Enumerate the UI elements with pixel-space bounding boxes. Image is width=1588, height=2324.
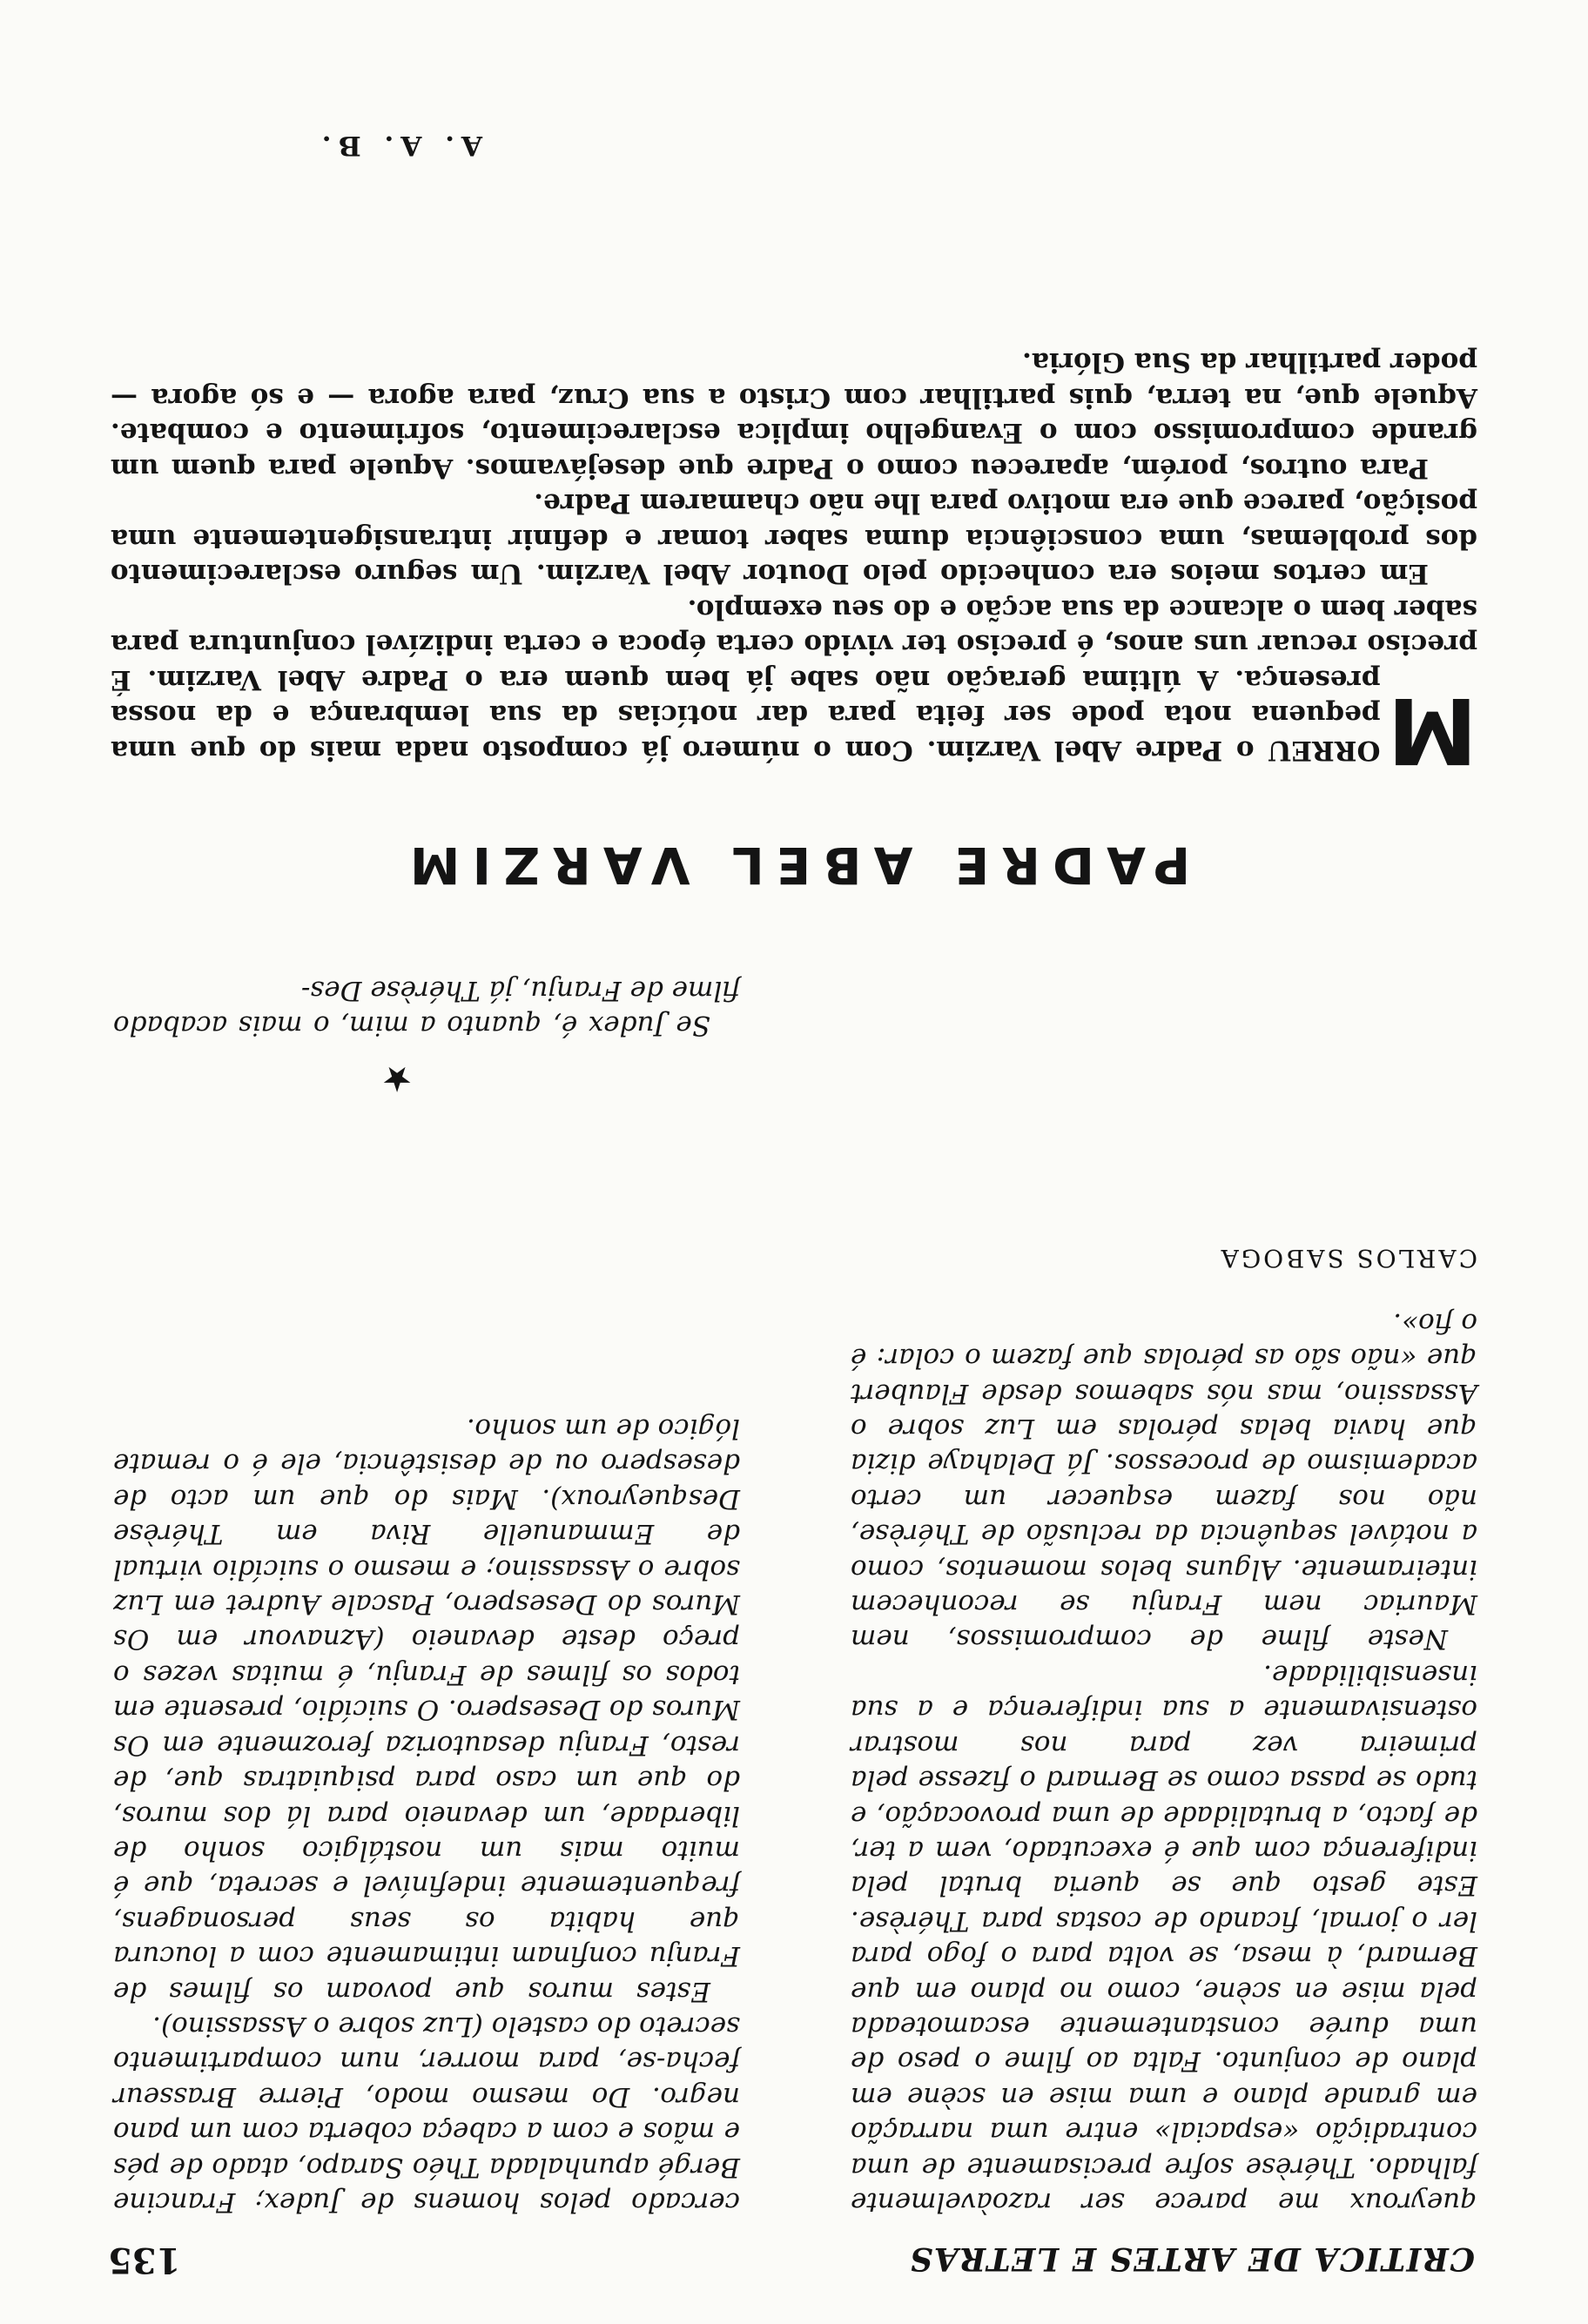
- article-paragraph: Em certos meios era conhecido pelo Doutor Abel Varzim. Um seguro esclarecimento dos problemas, uma consciência duma saber tomar e definir intransigentemente uma posição, parece que era motivo para lhe não chamarem Padre.: [111, 487, 1477, 590]
- paragraph: Neste filme de compromissos, nem Mauriac nem Franju se reconhecem inteiramente. Alguns belos momentos, como a notável sequência da reclusão de Thérèse, não nos fazem esquecer um certo academismo de processos. Já Delahaye dizia que havia belas pérolas em Luz sobre o Assassino, mas nós sabemos desde Flaubert que «não são as pérolas que fazem o colar: é o fio».: [851, 1306, 1477, 1656]
- paragraph: queyroux me parece ser razoàvelmente falhado. Thérèse sofre precisamente de uma contradição «espacial» entre uma narração em grande plano e uma mise en scène em plano de conjunto. Falta ao filme o peso de uma durée constantemente escamoteada pela mise en scène, como no plano em que Bernard, à mesa, se volta para o fogo para ler o jornal, ficando de costas para Thérèse. Este gesto que se queria brutal pela indiferença com que é executado, vem a ter, de facto, a brutalidade de uma provocação, e tudo se passa como se Bernard o fizesse pela primeira vez para nos mostrar ostensivamente a sua indiferença e a sua insensibilidade.: [851, 1658, 1477, 2218]
- article-paragraph: Para outros, porém, apareceu como o Padre que desejávamos. Aquele para quem um grande compromisso com o Evangelho implica esclarecimento, sofrimento e combate. Aquele que, na terra, quis partilhar com Cristo a sua Cruz, para agora — e só agora — poder partilhar da Sua Glória.: [111, 346, 1477, 484]
- paragraph: Estes muros que povoam os filmes de Franju confinam intimamente com a loucura que habita os seus personagens, frequentemente indefinível e secreta, que é muito mais um nostálgico sonho de liberdade, um devaneio para lá dos muros, do que um caso para psiquiatras que, de resto, Franju desautoriza ferozmente em Os Muros do Desespero. O suicídio, presente em todos os filmes de Franju, é muitas vezes o preço deste devaneio (Aznavour em Os Muros do Desespero, Pascale Audret em Luz sobre o Assassino; e mesmo o suicídio virtual de Emmanuelle Riva em Thérèse Desqueyroux). Mais do que um acto de desespero ou de desistência, ele é o remate lógico de um sonho.: [113, 1413, 740, 2007]
- article-title: PADRE ABEL VARZIM: [397, 836, 1191, 895]
- article-body: [111, 345, 1477, 783]
- column-right-text: [851, 1240, 1477, 2220]
- journal-title: CRITICA DE ARTES E LETRAS: [908, 2240, 1475, 2277]
- running-head: [108, 2240, 1475, 2280]
- paragraph: cercado pelos homens de Judex; Francine Bergé apunhalada Théo Sarapo, atado de pés e mãos e com a cabeça coberta com um pano negro. Do mesmo modo, Pierre Brasseur fecha-se, para morrer, num compartimento secreto do castelo (Luz sobre o Assassino).: [113, 2010, 740, 2218]
- paragraph-text: ORREU o Padre Abel Varzim. Com o número já composto nada mais do que uma pequena nota pode ser feita para dar notícias da sua lembrança e da nossa presença. A última geração não sabe já bem quem era o Padre Abel Varzim. É preciso recuar uns anos, é preciso ter vivido certa época e certa indizível conjuntura para saber bem o alcance da sua acção e do seu exemplo.: [111, 594, 1477, 766]
- article-paragraph: [111, 592, 1477, 783]
- author-initials: A. A. B.: [314, 130, 482, 161]
- page-number: 135: [108, 2240, 181, 2280]
- star-separator-icon: ★: [381, 1058, 413, 1098]
- footnote-block: [113, 972, 740, 1043]
- footnote: Se Judex é, quanto a mim, o mais acabado filme de Franju, já Thérèse Des-: [113, 974, 740, 1041]
- author-signature: CARLOS SABOGA: [1218, 1244, 1477, 1273]
- drop-cap: M: [1387, 677, 1477, 783]
- column-left-text: [113, 1411, 740, 2220]
